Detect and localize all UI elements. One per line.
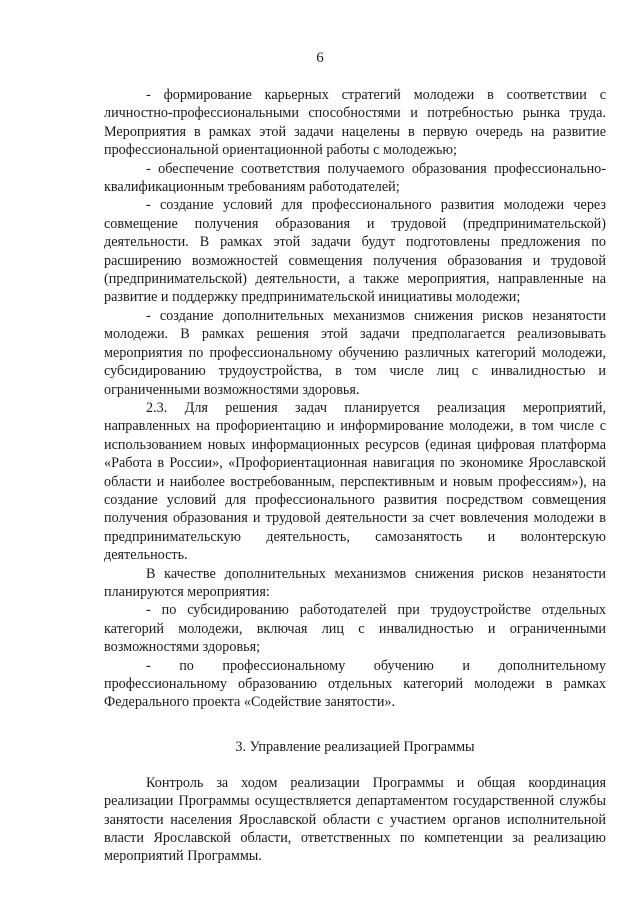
paragraph-professional-development: - создание условий для профессионального развития молодежи через совмещение получения образования и трудовой (предпринимательской) деятельности. В рамках этой задачи будут подготовлены предложения по расширению возможностей совмещения получения образования и трудовой (предпринимательской) деятельности, а также мероприятия, направленные на развитие и поддержку предпринимательской инициативы молодежи;: [104, 197, 606, 306]
paragraph-vocational-training: - по профессиональному обучению и дополнительному профессиональному образованию отдельных категорий молодежи в рамках Федерального проекта «Содействие занятости».: [104, 657, 606, 711]
paragraph-2-3: 2.3. Для решения задач планируется реализация мероприятий, направленных на профориентацию и информирование молодежи, в том числе с использованием новых информационных ресурсов (единая цифровая платформа «Работа в России», «Профориентационная навигация по экономике Ярославской области и наиболее востребованным, перспективным и новым профессиям»), на создание условий для профессионального развития посредством совмещения получения образования и трудовой деятельности за счет вовлечения молодежи в предпринимательскую деятельность, самозанятость и волонтерскую деятельность.: [104, 399, 606, 564]
paragraph-additional-mechanisms: В качестве дополнительных механизмов снижения рисков незанятости планируются мероприятия:: [104, 565, 606, 600]
paragraph-education-compliance: - обеспечение соответствия получаемого образования профессионально-квалификационным требованиям работодателей;: [104, 160, 606, 196]
section-heading: 3. Управление реализацией Программы: [235, 738, 475, 755]
document-body: [104, 86, 606, 866]
page-number: 6: [316, 50, 324, 66]
paragraph-unemployment-risks: - создание дополнительных механизмов снижения рисков незанятости молодежи. В рамках решения этой задачи предполагается реализовывать мероприятия по профессиональному обучению различных категорий молодежи, субсидированию трудоустройства, в том числе лиц с инвалидностью и ограниченными возможностями здоровья.: [104, 307, 606, 398]
paragraph-employer-subsidy: - по субсидированию работодателей при трудоустройстве отдельных категорий молодежи, включая лиц с инвалидностью и ограниченными возможностями здоровья;: [104, 602, 606, 656]
paragraph-career-strategies: - формирование карьерных стратегий молодежи в соответствии с личностно-профессиональными способностями и потребностью рынка труда. Мероприятия в рамках этой задачи нацелены в первую очередь на развитие профессиональной ориентационной работы с молодежью;: [104, 87, 606, 159]
paragraph-program-control: Контроль за ходом реализации Программы и общая координация реализации Программы осуществляется департаментом государственной службы занятости населения Ярославской области с участием органов исполнительной власти Ярославской области, ответственных по компетенции за реализацию мероприятий Программы.: [104, 774, 606, 865]
